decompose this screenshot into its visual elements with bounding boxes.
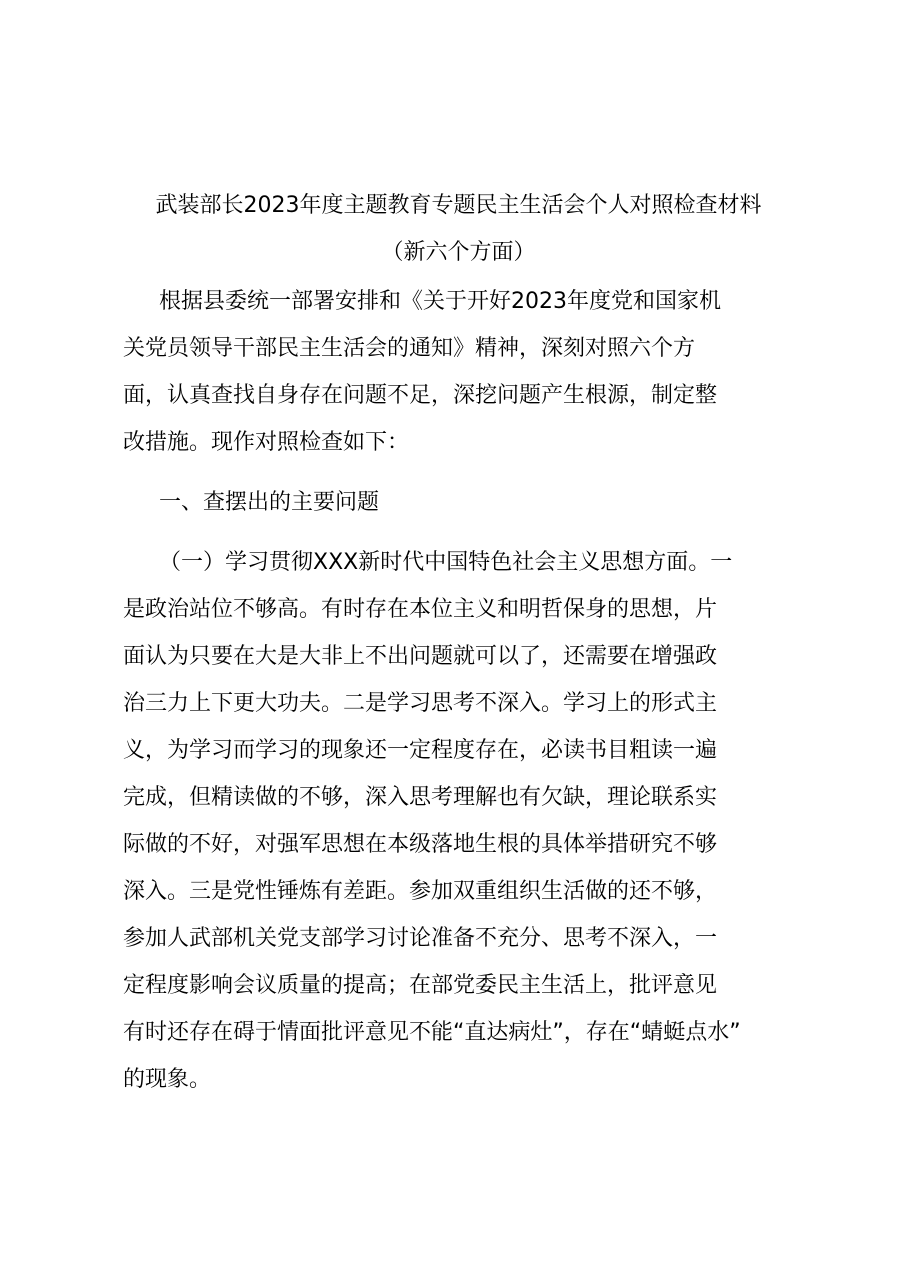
document-title: 武装部长2023年度主题教育专题民主生活会个人对照检查材料 (155, 193, 762, 218)
subsection-paragraph-line: 深入。三是党性锤炼有差距。参加双重组织生活做的还不够， (123, 879, 718, 904)
intro-paragraph-line: 根据县委统一部署安排和《关于开好2023年度党和国家机 (159, 289, 721, 314)
intro-paragraph-line: 改措施。现作对照检查如下： (123, 430, 410, 455)
document-subtitle: （新六个方面） (381, 240, 536, 265)
intro-paragraph-line: 关党员领导干部民主生活会的通知》精神，深刻对照六个方 (123, 336, 696, 361)
subsection-paragraph-line: 义，为学习而学习的现象还一定程度存在，必读书目粗读一遍 (123, 738, 718, 763)
subsection-paragraph-line: 面认为只要在大是大非上不出问题就可以了，还需要在增强政 (123, 644, 718, 669)
subsection-paragraph-line: 的现象。 (123, 1067, 212, 1092)
subsection-paragraph-line: 有时还存在碍于情面批评意见不能“直达病灶”，存在“蜻蜓点水” (123, 1020, 741, 1045)
intro-paragraph-line: 面，认真查找自身存在问题不足，深挖问题产生根源，制定整 (123, 383, 718, 408)
subsection-paragraph-line: 是政治站位不够高。有时存在本位主义和明哲保身的思想，片 (123, 597, 718, 622)
subsection-paragraph-line: 定程度影响会议质量的提高；在部党委民主生活上，批评意见 (123, 973, 718, 998)
section-heading: 一、查摆出的主要问题 (159, 490, 380, 515)
subsection-paragraph-line: （一）学习贯彻XXX新时代中国特色社会主义思想方面。一 (159, 550, 733, 575)
subsection-paragraph-line: 际做的不好，对强军思想在本级落地生根的具体举措研究不够 (123, 832, 718, 857)
subsection-paragraph-line: 参加人武部机关党支部学习讨论准备不充分、思考不深入，一 (123, 926, 718, 951)
subsection-paragraph-line: 治三力上下更大功夫。二是学习思考不深入。学习上的形式主 (123, 691, 718, 716)
subsection-paragraph-line: 完成，但精读做的不够，深入思考理解也有欠缺，理论联系实 (123, 785, 718, 810)
